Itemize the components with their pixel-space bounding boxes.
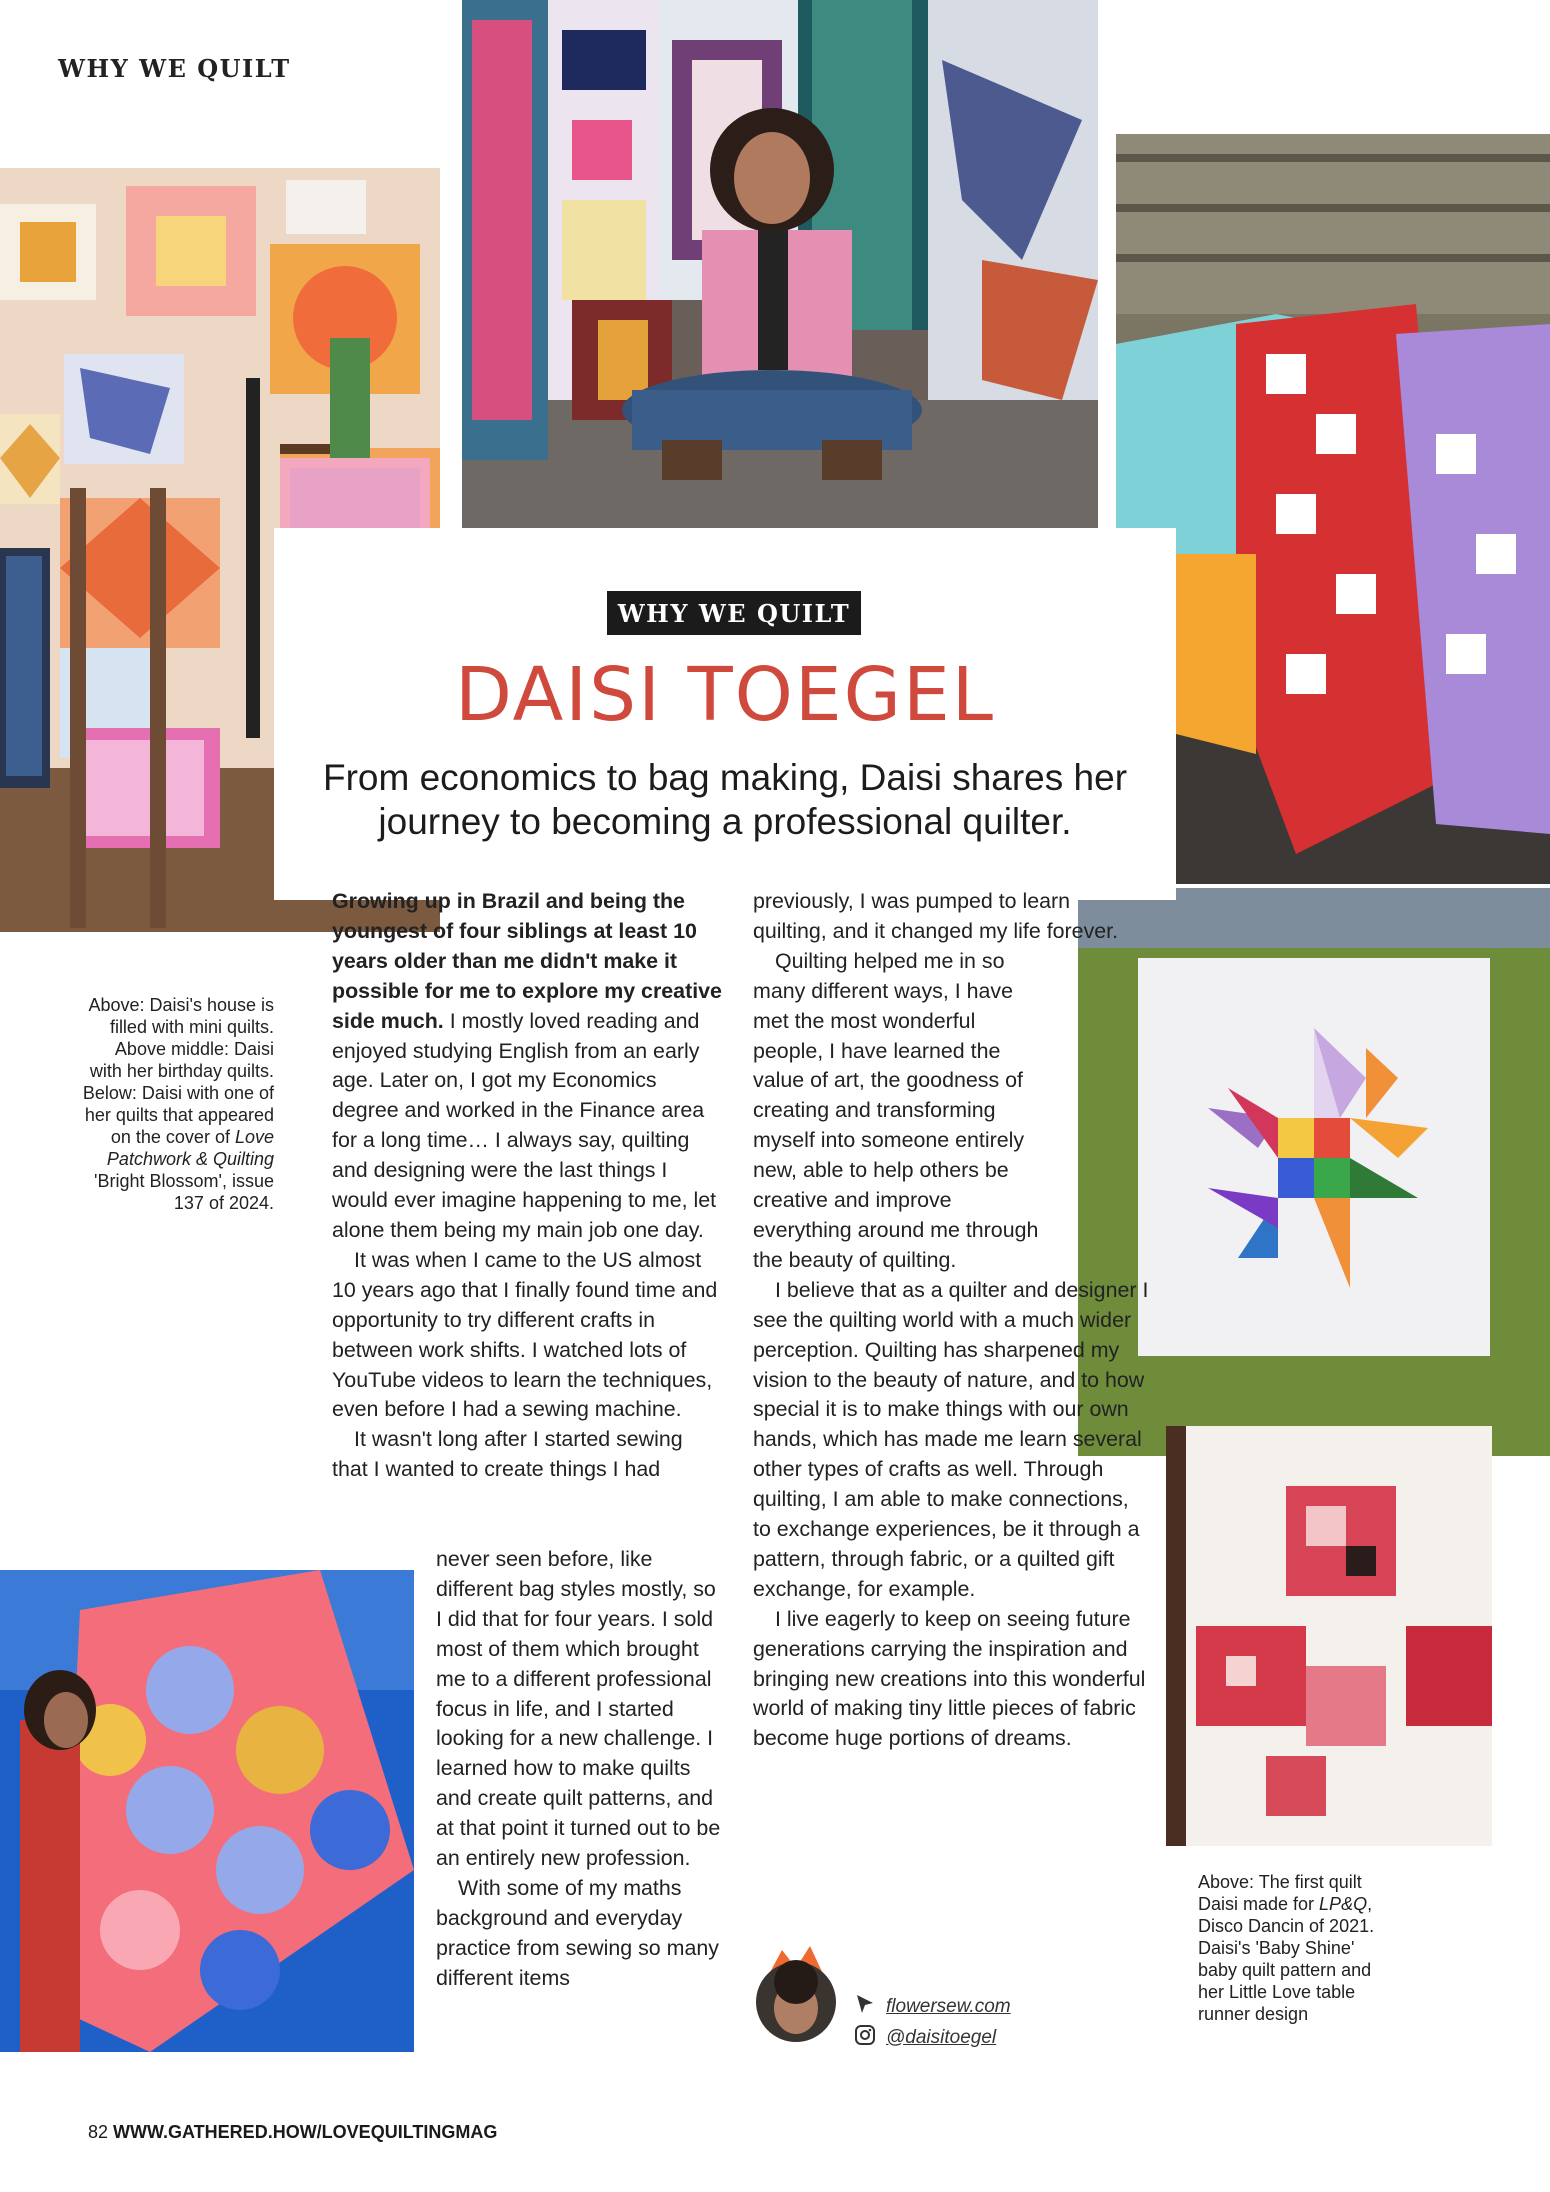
caption-left-text-a: Above: Daisi's house is filled with mini quilts. Above middle: Daisi with her birthday quilts. Below: Daisi with one of her quilts that appeared on the cover of: [82, 995, 274, 1147]
section-header: WHY WE QUILT: [58, 54, 291, 83]
page-number: 82: [88, 2122, 109, 2142]
lead-text: Growing up in Brazil and being the youngest of four siblings at least 10 years older than me didn't make it possible for me to explore my creative side much.: [332, 889, 722, 1033]
article-standfirst: From economics to bag making, Daisi shares her journey to becoming a professional quilter.: [322, 757, 1128, 842]
paragraph-3-start: It wasn't long after I started sewing that I wanted to create things I had: [332, 1427, 683, 1482]
avatar: [748, 1938, 844, 2044]
instagram-link[interactable]: @daisitoegel: [886, 2026, 997, 2048]
photo-daisi-birthday-quilts: [462, 0, 1098, 528]
footer-url[interactable]: WWW.GATHERED.HOW/LOVEQUILTINGMAG: [113, 2122, 498, 2142]
paragraph-7: I live eagerly to keep on seeing future generations carrying the inspiration and bringing new creations into this wonderful world of making tiny little pieces of fabric become huge portions of dreams.: [753, 1606, 1146, 1751]
caption-right: [1198, 1871, 1398, 2025]
body-column-2: [753, 887, 1149, 1754]
cursor-arrow-icon: [854, 1993, 876, 2020]
instagram-icon: [854, 2024, 876, 2051]
website-row[interactable]: [854, 1993, 1011, 2020]
caption-right-text-b: , Disco Dancin of 2021. Daisi's 'Baby Shine' baby quilt pattern and her Little Love table runner design: [1198, 1894, 1375, 2024]
caption-left-magazine: Love Patchwork & Quilting: [106, 1127, 274, 1169]
article-title: DAISI TOEGEL: [455, 652, 995, 738]
caption-right-magazine: LP&Q: [1319, 1894, 1368, 1914]
page-footer: [88, 2122, 497, 2143]
body-column-1: [332, 887, 724, 1485]
paragraph-1: [332, 887, 724, 1246]
paragraph-1-rest: I mostly loved reading and enjoyed studying English from an early age. Later on, I got my Economics degree and worked in the Finance area for a long time… I always say, quilting and designing were the last things I would ever imagine happening to me, let alone them being my main job one day.: [332, 1008, 717, 1242]
paragraph-5: Quilting helped me in so many different ways, I have met the most wonderful people, I have learned the value of art, the goodness of creating and transforming myself into someone entirely new, able to help others be creative and improve everything around me through the beauty of quilting.: [753, 948, 1039, 1272]
website-link[interactable]: flowersew.com: [886, 1995, 1011, 2017]
caption-right-text-a: Above: The first quilt Daisi made for: [1198, 1872, 1362, 1914]
photo-little-love-runner: [1166, 1426, 1492, 1846]
caption-left: [82, 994, 274, 1214]
caption-left-text-b: 'Bright Blossom', issue 137 of 2024.: [94, 1171, 274, 1213]
paragraph-6: I believe that as a quilter and designer I see the quilting world with a much wider perception. Quilting has sharpened my vision to the beauty of nature, and to how special it is to make things with our own hands, which has made me learn several other types of crafts as well. Through quilting, I am able to make connections, to exchange experiences, be it through a pattern, through fabric, or a quilted gift exchange, for example.: [753, 1277, 1149, 1601]
photo-draped-quilt: [1116, 134, 1550, 884]
paragraph-4: With some of my maths background and everyday practice from sewing so many different items: [436, 1875, 719, 1990]
body-column-1-continued: [436, 1545, 726, 1994]
photo-bright-blossom-quilt: [0, 1570, 414, 2052]
paragraph-4-cont: previously, I was pumped to learn quilting, and it changed my life forever.: [753, 889, 1119, 943]
paragraph-2: It was when I came to the US almost 10 years ago that I finally found time and opportunity to try different crafts in between work shifts. I watched lots of YouTube videos to learn the techniques, even before I had a sewing machine.: [332, 1247, 718, 1422]
instagram-row[interactable]: [854, 2024, 996, 2051]
section-badge: WHY WE QUILT: [607, 591, 861, 635]
paragraph-3-cont: never seen before, like different bag styles mostly, so I did that for four years. I sold most of them which brought me to a different professional focus in life, and I started looking for a new challenge. I learned how to make quilts and create quilt patterns, and at that point it turned out to be an entirely new profession.: [436, 1547, 721, 1871]
